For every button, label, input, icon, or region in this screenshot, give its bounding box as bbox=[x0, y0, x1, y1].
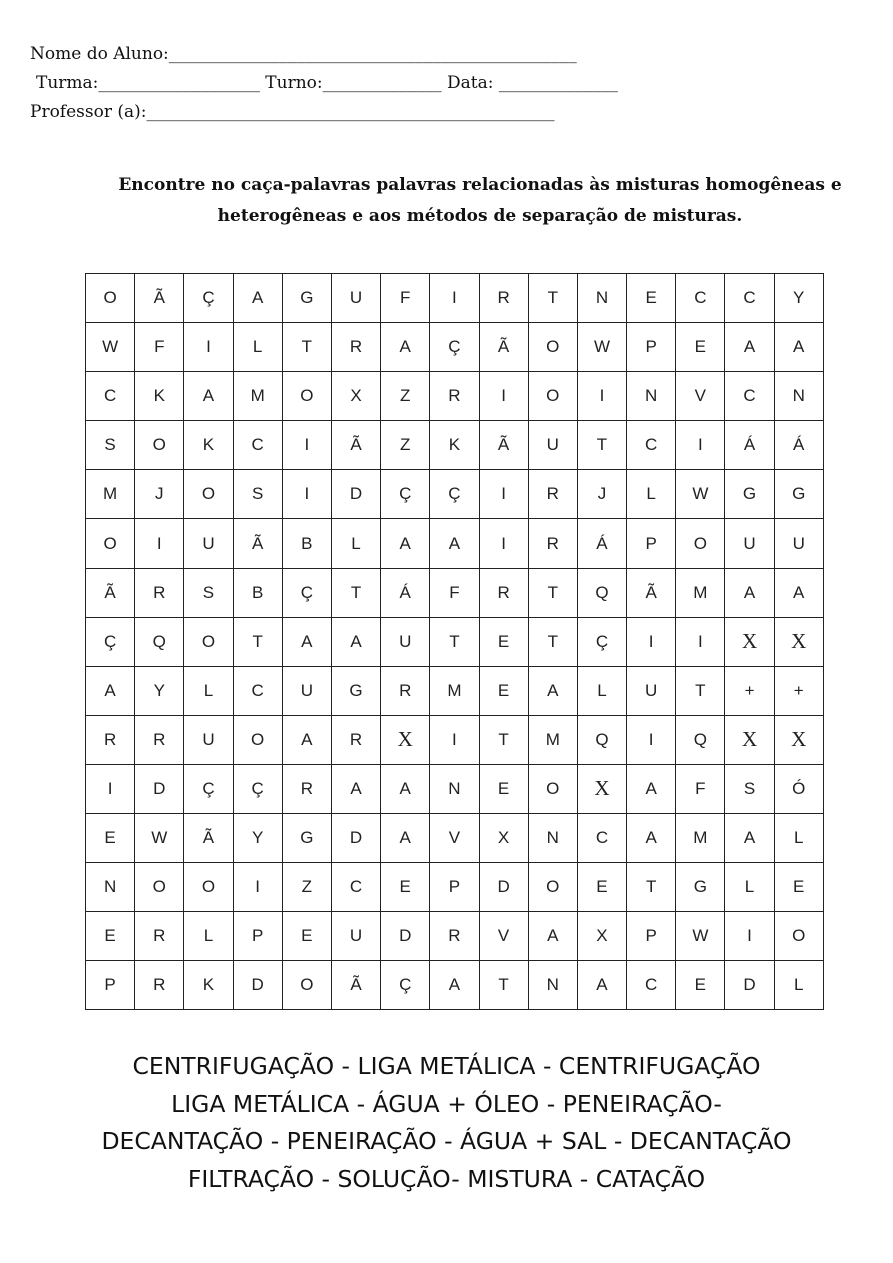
grid-cell[interactable]: I bbox=[479, 470, 528, 519]
word-search-grid bbox=[85, 273, 824, 1010]
grid-cell[interactable]: U bbox=[627, 666, 676, 715]
grid-cell[interactable]: T bbox=[676, 666, 725, 715]
grid-cell[interactable]: R bbox=[135, 912, 184, 961]
grid-cell[interactable]: U bbox=[331, 274, 380, 323]
grid-row bbox=[86, 568, 824, 617]
grid-cell[interactable]: L bbox=[725, 863, 774, 912]
grid-cell[interactable]: I bbox=[479, 372, 528, 421]
grid-cell[interactable]: N bbox=[86, 863, 135, 912]
grid-cell[interactable]: Ç bbox=[233, 764, 282, 813]
grid-cell[interactable]: Ã bbox=[184, 814, 233, 863]
grid-cell[interactable]: A bbox=[528, 912, 577, 961]
grid-cell[interactable]: Ç bbox=[184, 274, 233, 323]
grid-cell[interactable]: A bbox=[381, 323, 430, 372]
grid-row bbox=[86, 274, 824, 323]
grid-cell[interactable]: Q bbox=[135, 617, 184, 666]
grid-cell[interactable]: L bbox=[627, 470, 676, 519]
grid-cell[interactable]: A bbox=[381, 814, 430, 863]
grid-cell[interactable]: Ã bbox=[331, 421, 380, 470]
grid-cell[interactable]: R bbox=[135, 715, 184, 764]
grid-cell[interactable]: T bbox=[331, 568, 380, 617]
grid-cell[interactable]: T bbox=[528, 617, 577, 666]
grid-cell[interactable]: F bbox=[135, 323, 184, 372]
grid-cell[interactable]: G bbox=[676, 863, 725, 912]
grid-cell[interactable]: W bbox=[577, 323, 626, 372]
grid-cell[interactable]: Ç bbox=[86, 617, 135, 666]
grid-cell[interactable]: X bbox=[774, 617, 823, 666]
grid-cell[interactable]: Á bbox=[725, 421, 774, 470]
grid-cell[interactable]: I bbox=[282, 421, 331, 470]
grid-cell[interactable]: A bbox=[627, 814, 676, 863]
grid-cell[interactable]: L bbox=[577, 666, 626, 715]
grid-cell[interactable]: D bbox=[479, 863, 528, 912]
word-list-line: LIGA METÁLICA - ÁGUA + ÓLEO - PENEIRAÇÃO- bbox=[171, 1089, 722, 1118]
grid-cell[interactable]: A bbox=[233, 274, 282, 323]
grid-cell[interactable]: F bbox=[381, 274, 430, 323]
grid-cell[interactable]: Y bbox=[233, 814, 282, 863]
grid-cell[interactable]: P bbox=[86, 961, 135, 1010]
grid-cell[interactable]: Q bbox=[577, 715, 626, 764]
grid-cell[interactable]: Z bbox=[381, 421, 430, 470]
grid-row bbox=[86, 764, 824, 813]
grid-cell[interactable]: P bbox=[627, 519, 676, 568]
grid-cell[interactable]: I bbox=[676, 421, 725, 470]
grid-cell[interactable]: E bbox=[774, 863, 823, 912]
grid-cell[interactable]: R bbox=[479, 568, 528, 617]
grid-cell[interactable]: A bbox=[774, 568, 823, 617]
student-name-line[interactable]: Nome do Aluno:________________________________________________ bbox=[30, 44, 577, 64]
grid-cell[interactable]: M bbox=[676, 568, 725, 617]
grid-cell[interactable]: R bbox=[135, 568, 184, 617]
grid-cell[interactable]: Ç bbox=[430, 323, 479, 372]
grid-cell[interactable]: U bbox=[282, 666, 331, 715]
grid-cell[interactable]: I bbox=[676, 617, 725, 666]
grid-cell[interactable]: M bbox=[676, 814, 725, 863]
grid-cell[interactable]: I bbox=[184, 323, 233, 372]
grid-cell[interactable]: L bbox=[331, 519, 380, 568]
grid-cell[interactable]: R bbox=[381, 666, 430, 715]
grid-row bbox=[86, 470, 824, 519]
grid-cell[interactable]: B bbox=[282, 519, 331, 568]
grid-cell[interactable]: Ã bbox=[331, 961, 380, 1010]
grid-cell[interactable]: I bbox=[430, 715, 479, 764]
grid-cell[interactable]: K bbox=[184, 961, 233, 1010]
grid-cell[interactable]: U bbox=[528, 421, 577, 470]
grid-cell[interactable]: Ã bbox=[86, 568, 135, 617]
grid-cell[interactable]: R bbox=[282, 764, 331, 813]
grid-cell[interactable]: I bbox=[430, 274, 479, 323]
grid-cell[interactable]: L bbox=[184, 912, 233, 961]
grid-row bbox=[86, 666, 824, 715]
grid-cell[interactable]: M bbox=[430, 666, 479, 715]
word-list bbox=[60, 1048, 833, 1198]
teacher-line[interactable]: Professor (a):________________________________________________ bbox=[30, 102, 555, 122]
word-list-line: DECANTAÇÃO - PENEIRAÇÃO - ÁGUA + SAL - DECANTAÇÃO bbox=[101, 1127, 792, 1155]
grid-cell[interactable]: X bbox=[577, 912, 626, 961]
grid-cell[interactable]: Z bbox=[282, 863, 331, 912]
grid-cell[interactable]: + bbox=[725, 666, 774, 715]
grid-cell[interactable]: C bbox=[627, 421, 676, 470]
grid-row bbox=[86, 421, 824, 470]
grid-cell[interactable]: E bbox=[479, 666, 528, 715]
grid-cell[interactable]: O bbox=[528, 863, 577, 912]
grid-cell[interactable]: A bbox=[381, 764, 430, 813]
grid-cell[interactable]: T bbox=[282, 323, 331, 372]
grid-cell[interactable]: E bbox=[479, 764, 528, 813]
grid-cell[interactable]: A bbox=[282, 715, 331, 764]
grid-cell[interactable]: Ã bbox=[135, 274, 184, 323]
grid-cell[interactable]: W bbox=[135, 814, 184, 863]
grid-cell[interactable]: G bbox=[725, 470, 774, 519]
grid-cell[interactable]: S bbox=[184, 568, 233, 617]
grid-cell[interactable]: U bbox=[725, 519, 774, 568]
grid-cell[interactable]: Ç bbox=[430, 470, 479, 519]
grid-cell[interactable]: U bbox=[381, 617, 430, 666]
grid-cell[interactable]: E bbox=[627, 274, 676, 323]
grid-cell[interactable]: W bbox=[86, 323, 135, 372]
grid-cell[interactable]: X bbox=[381, 715, 430, 764]
grid-cell[interactable]: V bbox=[676, 372, 725, 421]
grid-cell[interactable]: Z bbox=[381, 372, 430, 421]
grid-cell[interactable]: Ç bbox=[577, 617, 626, 666]
grid-cell[interactable]: C bbox=[233, 666, 282, 715]
grid-cell[interactable]: R bbox=[331, 323, 380, 372]
grid-cell[interactable]: W bbox=[676, 912, 725, 961]
grid-cell[interactable]: C bbox=[725, 372, 774, 421]
grid-cell[interactable]: D bbox=[331, 814, 380, 863]
grid-cell[interactable]: N bbox=[577, 274, 626, 323]
grid-cell[interactable]: N bbox=[627, 372, 676, 421]
grid-cell[interactable]: T bbox=[430, 617, 479, 666]
grid-cell[interactable]: T bbox=[479, 961, 528, 1010]
grid-cell[interactable]: I bbox=[233, 863, 282, 912]
grid-cell[interactable]: O bbox=[282, 961, 331, 1010]
grid-cell[interactable]: V bbox=[479, 912, 528, 961]
grid-row bbox=[86, 814, 824, 863]
grid-cell[interactable]: A bbox=[528, 666, 577, 715]
grid-cell[interactable]: N bbox=[774, 372, 823, 421]
grid-cell[interactable]: R bbox=[479, 274, 528, 323]
grid-cell[interactable]: F bbox=[676, 764, 725, 813]
grid-cell[interactable]: S bbox=[86, 421, 135, 470]
grid-cell[interactable]: Ç bbox=[381, 470, 430, 519]
grid-cell[interactable]: V bbox=[430, 814, 479, 863]
grid-cell[interactable]: A bbox=[86, 666, 135, 715]
grid-cell[interactable]: O bbox=[282, 372, 331, 421]
grid-cell[interactable]: M bbox=[233, 372, 282, 421]
grid-cell[interactable]: O bbox=[233, 715, 282, 764]
grid-cell[interactable]: P bbox=[233, 912, 282, 961]
grid-cell[interactable]: O bbox=[528, 323, 577, 372]
grid-cell[interactable]: D bbox=[381, 912, 430, 961]
grid-cell[interactable]: R bbox=[86, 715, 135, 764]
grid-cell[interactable]: U bbox=[331, 912, 380, 961]
grid-cell[interactable]: A bbox=[627, 764, 676, 813]
grid-cell[interactable]: T bbox=[479, 715, 528, 764]
grid-cell[interactable]: A bbox=[430, 961, 479, 1010]
grid-cell[interactable]: C bbox=[86, 372, 135, 421]
grid-cell[interactable]: O bbox=[135, 421, 184, 470]
grid-cell[interactable]: Ç bbox=[184, 764, 233, 813]
grid-cell[interactable]: X bbox=[725, 715, 774, 764]
grid-cell[interactable]: E bbox=[676, 961, 725, 1010]
grid-cell[interactable]: B bbox=[233, 568, 282, 617]
grid-cell[interactable]: E bbox=[381, 863, 430, 912]
grid-cell[interactable]: D bbox=[135, 764, 184, 813]
grid-cell[interactable]: Ã bbox=[233, 519, 282, 568]
grid-cell[interactable]: O bbox=[184, 617, 233, 666]
grid-cell[interactable]: C bbox=[233, 421, 282, 470]
grid-cell[interactable]: R bbox=[528, 470, 577, 519]
grid-cell[interactable]: O bbox=[184, 470, 233, 519]
grid-cell[interactable]: C bbox=[725, 274, 774, 323]
grid-cell[interactable]: E bbox=[676, 323, 725, 372]
word-list-line: CENTRIFUGAÇÃO - LIGA METÁLICA - CENTRIFUGAÇÃO bbox=[132, 1052, 761, 1080]
grid-cell[interactable]: P bbox=[430, 863, 479, 912]
grid-cell[interactable]: T bbox=[627, 863, 676, 912]
grid-cell[interactable]: M bbox=[86, 470, 135, 519]
word-list-line: FILTRAÇÃO - SOLUÇÃO- MISTURA - CATAÇÃO bbox=[187, 1164, 706, 1193]
grid-cell[interactable]: + bbox=[774, 666, 823, 715]
grid-cell[interactable]: Ã bbox=[479, 421, 528, 470]
grid-cell[interactable]: T bbox=[528, 568, 577, 617]
grid-row bbox=[86, 863, 824, 912]
grid-cell[interactable]: A bbox=[381, 519, 430, 568]
student-info-header bbox=[30, 40, 880, 127]
grid-cell[interactable]: E bbox=[86, 912, 135, 961]
grid-cell[interactable]: A bbox=[577, 961, 626, 1010]
grid-cell[interactable]: R bbox=[430, 372, 479, 421]
grid-cell[interactable]: L bbox=[774, 961, 823, 1010]
grid-cell[interactable]: M bbox=[528, 715, 577, 764]
grid-cell[interactable]: I bbox=[627, 715, 676, 764]
grid-cell[interactable]: L bbox=[774, 814, 823, 863]
grid-cell[interactable]: L bbox=[233, 323, 282, 372]
grid-cell[interactable]: N bbox=[430, 764, 479, 813]
grid-cell[interactable]: O bbox=[184, 863, 233, 912]
grid-cell[interactable]: I bbox=[627, 617, 676, 666]
grid-cell[interactable]: Á bbox=[577, 519, 626, 568]
grid-cell[interactable]: X bbox=[725, 617, 774, 666]
grid-cell[interactable]: S bbox=[233, 470, 282, 519]
grid-row bbox=[86, 715, 824, 764]
grid-cell[interactable]: A bbox=[331, 617, 380, 666]
grid-row bbox=[86, 323, 824, 372]
grid-cell[interactable]: D bbox=[725, 961, 774, 1010]
grid-cell[interactable]: R bbox=[331, 715, 380, 764]
grid-cell[interactable]: E bbox=[86, 814, 135, 863]
instruction-text: Encontre no caça-palavras palavras relacionadas às misturas homogêneas e heterogêneas e aos métodos de separação de misturas. bbox=[118, 175, 842, 226]
grid-row bbox=[86, 961, 824, 1010]
grid-row bbox=[86, 617, 824, 666]
grid-cell[interactable]: Y bbox=[774, 274, 823, 323]
grid-cell[interactable]: O bbox=[528, 372, 577, 421]
grid-cell[interactable]: I bbox=[282, 470, 331, 519]
grid-cell[interactable]: T bbox=[233, 617, 282, 666]
grid-cell[interactable]: J bbox=[135, 470, 184, 519]
grid-cell[interactable]: A bbox=[331, 764, 380, 813]
grid-row bbox=[86, 912, 824, 961]
grid-cell[interactable]: F bbox=[430, 568, 479, 617]
grid-cell[interactable]: N bbox=[528, 961, 577, 1010]
grid-cell[interactable]: L bbox=[184, 666, 233, 715]
grid-cell[interactable]: X bbox=[331, 372, 380, 421]
grid-cell[interactable]: G bbox=[331, 666, 380, 715]
grid-cell[interactable]: S bbox=[725, 764, 774, 813]
grid-cell[interactable]: P bbox=[627, 912, 676, 961]
grid-cell[interactable]: O bbox=[528, 764, 577, 813]
grid-cell[interactable]: G bbox=[282, 814, 331, 863]
grid-cell[interactable]: T bbox=[528, 274, 577, 323]
grid-cell[interactable]: Á bbox=[381, 568, 430, 617]
grid-cell[interactable]: Ã bbox=[627, 568, 676, 617]
grid-cell[interactable]: K bbox=[135, 372, 184, 421]
grid-cell[interactable]: J bbox=[577, 470, 626, 519]
grid-cell[interactable]: R bbox=[430, 912, 479, 961]
grid-cell[interactable]: Q bbox=[577, 568, 626, 617]
grid-cell[interactable]: Q bbox=[676, 715, 725, 764]
grid-cell[interactable]: I bbox=[135, 519, 184, 568]
grid-cell[interactable]: U bbox=[774, 519, 823, 568]
grid-cell[interactable]: E bbox=[282, 912, 331, 961]
grid-cell[interactable]: K bbox=[184, 421, 233, 470]
grid-cell[interactable]: C bbox=[577, 814, 626, 863]
grid-cell[interactable]: I bbox=[86, 764, 135, 813]
grid-cell[interactable]: A bbox=[725, 568, 774, 617]
grid-cell[interactable]: Ó bbox=[774, 764, 823, 813]
grid-cell[interactable]: O bbox=[86, 519, 135, 568]
grid-cell[interactable]: Ç bbox=[282, 568, 331, 617]
grid-cell[interactable]: Ã bbox=[479, 323, 528, 372]
grid-cell[interactable]: X bbox=[577, 764, 626, 813]
grid-cell[interactable]: I bbox=[479, 519, 528, 568]
grid-cell[interactable]: T bbox=[577, 421, 626, 470]
grid-cell[interactable]: X bbox=[774, 715, 823, 764]
grid-cell[interactable]: A bbox=[282, 617, 331, 666]
grid-cell[interactable]: G bbox=[774, 470, 823, 519]
grid-cell[interactable]: A bbox=[725, 814, 774, 863]
grid-cell[interactable]: Á bbox=[774, 421, 823, 470]
grid-cell[interactable]: G bbox=[282, 274, 331, 323]
grid-cell[interactable]: Y bbox=[135, 666, 184, 715]
grid-cell[interactable]: O bbox=[676, 519, 725, 568]
grid-cell[interactable]: E bbox=[479, 617, 528, 666]
grid-cell[interactable]: X bbox=[479, 814, 528, 863]
grid-cell[interactable]: C bbox=[676, 274, 725, 323]
grid-cell[interactable]: O bbox=[86, 274, 135, 323]
grid-cell[interactable]: K bbox=[430, 421, 479, 470]
grid-cell[interactable]: I bbox=[577, 372, 626, 421]
grid-cell[interactable]: C bbox=[627, 961, 676, 1010]
grid-cell[interactable]: A bbox=[184, 372, 233, 421]
grid-cell[interactable]: O bbox=[135, 863, 184, 912]
grid-cell[interactable]: N bbox=[528, 814, 577, 863]
grid-cell[interactable]: I bbox=[725, 912, 774, 961]
grid-row bbox=[86, 519, 824, 568]
grid-cell[interactable]: P bbox=[627, 323, 676, 372]
grid-cell[interactable]: A bbox=[774, 323, 823, 372]
grid-cell[interactable]: A bbox=[430, 519, 479, 568]
grid-cell[interactable]: U bbox=[184, 715, 233, 764]
grid-cell[interactable]: R bbox=[135, 961, 184, 1010]
grid-row bbox=[86, 372, 824, 421]
grid-cell[interactable]: C bbox=[331, 863, 380, 912]
grid-cell[interactable]: A bbox=[725, 323, 774, 372]
grid-cell[interactable]: D bbox=[331, 470, 380, 519]
grid-cell[interactable]: E bbox=[577, 863, 626, 912]
class-shift-date-line[interactable]: Turma:___________________ Turno:______________ Data: ______________ bbox=[36, 73, 618, 93]
grid-cell[interactable]: U bbox=[184, 519, 233, 568]
grid-cell[interactable]: Ç bbox=[381, 961, 430, 1010]
grid-cell[interactable]: R bbox=[528, 519, 577, 568]
grid-cell[interactable]: W bbox=[676, 470, 725, 519]
grid-cell[interactable]: D bbox=[233, 961, 282, 1010]
grid-cell[interactable]: O bbox=[774, 912, 823, 961]
